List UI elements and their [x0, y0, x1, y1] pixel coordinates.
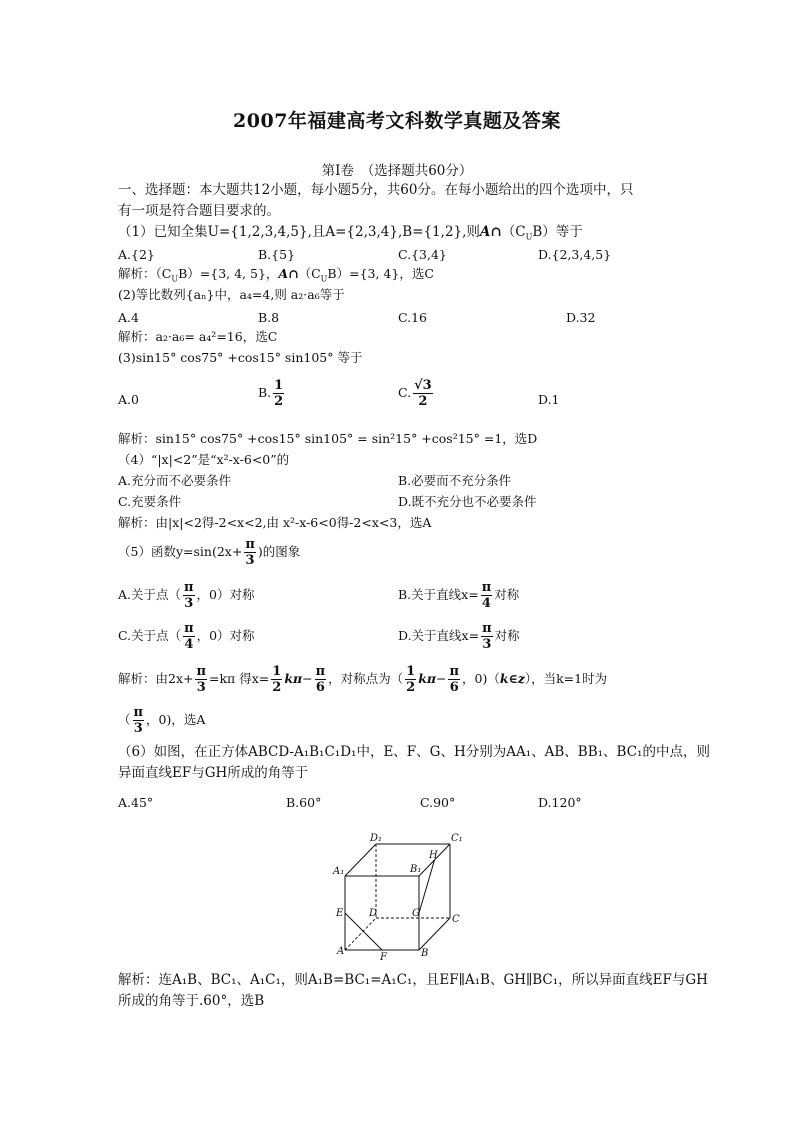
- fraction: [183, 621, 195, 652]
- q6-stem: 异面直线EF与GH所成的角等于: [118, 765, 309, 781]
- k-pi: kπ: [284, 671, 303, 686]
- minus-sign: −: [436, 671, 447, 686]
- denominator: 3: [245, 553, 255, 568]
- intro-line: 有一项是符合题目要求的。: [118, 203, 280, 219]
- denominator: 4: [481, 596, 491, 611]
- fraction: [481, 621, 493, 652]
- edge-ad: [345, 918, 376, 950]
- label-h: H: [429, 850, 438, 861]
- fraction: [413, 378, 433, 409]
- label-a1: A₁: [333, 866, 345, 877]
- q3-option-a: A.0: [118, 392, 139, 407]
- fraction: [271, 664, 282, 695]
- q1-subscript: U: [525, 232, 533, 242]
- numerator: √3: [414, 378, 432, 393]
- edge-bc: [419, 918, 450, 950]
- label-b1: B₁: [410, 864, 422, 875]
- numerator: 1: [272, 664, 282, 679]
- numerator: π: [133, 705, 144, 720]
- label-d: D: [369, 908, 378, 919]
- q5-answer-cont: [118, 705, 205, 736]
- answer-text: ，0)，选A: [146, 712, 206, 727]
- q6-answer: 解析：连A₁B、BC₁、A₁C₁，则A₁B=BC₁=A₁C₁，且EF∥A₁B、GH∥BC₁，所以异面直线EF与GH: [118, 972, 708, 988]
- denominator: 2: [418, 394, 428, 409]
- k-pi: kπ: [418, 671, 436, 686]
- numerator: π: [315, 664, 326, 679]
- denominator: 4: [184, 637, 194, 652]
- answer-text: =kπ 得x=: [209, 671, 270, 686]
- label-d1: D₁: [370, 833, 383, 844]
- q6-stem: （6）如图，在正方体ABCD-A₁B₁C₁D₁中，E、F、G、H分别为AA₁、AB、BB₁、BC₁的中点，则: [118, 744, 710, 760]
- q1-option-a: A.{2}: [118, 247, 155, 262]
- q5-answer: [118, 664, 607, 695]
- q5-option-b: [398, 580, 519, 611]
- q3-option-b: [258, 378, 286, 409]
- label-g: G: [412, 908, 420, 919]
- denominator: 6: [315, 680, 325, 695]
- q1-option-b: B.{5}: [258, 247, 296, 262]
- numerator: π: [482, 621, 492, 636]
- denominator: 3: [184, 596, 194, 611]
- q2-option-a: A.4: [118, 310, 139, 325]
- answer-text: ），当k=1时为: [524, 671, 608, 686]
- q3-option-c: [398, 378, 435, 409]
- fraction: [448, 664, 460, 695]
- answer-text: （: [118, 712, 131, 727]
- denominator: 3: [196, 680, 206, 695]
- option-text: 对称: [494, 587, 520, 602]
- numerator: π: [245, 537, 255, 552]
- q1-subscript: U: [320, 274, 328, 284]
- intro-line: 一、选择题：本大题共12小题，每小题5分，共60分。在每小题给出的四个选项中，只: [118, 182, 634, 198]
- fraction: [481, 580, 493, 611]
- page-title: 2007年福建高考文科数学真题及答案: [233, 110, 561, 132]
- answer-text: ，0)（: [462, 671, 500, 686]
- numerator: 1: [406, 664, 416, 679]
- q3-answer: 解析：sin15° cos75° +cos15° sin105° = sin²15° +cos²15° =1，选D: [118, 431, 538, 446]
- q1-answer-text: （C: [298, 266, 321, 281]
- q1-subscript: U: [171, 274, 179, 284]
- q5-option-c: [118, 621, 255, 652]
- numerator: π: [184, 621, 194, 636]
- numerator: π: [184, 580, 194, 595]
- label-e: E: [336, 908, 344, 919]
- fraction: [405, 664, 416, 695]
- option-text: A.关于点（: [118, 587, 182, 602]
- answer-text: 解析：由2x+: [118, 671, 194, 686]
- label-f: F: [380, 952, 387, 962]
- label-c1: C₁: [451, 833, 463, 844]
- q5-option-a: [118, 580, 254, 611]
- q3-stem: (3)sin15° cos75° +cos15° sin105° 等于: [118, 350, 363, 365]
- q1-intersect-symbol: A∩: [278, 266, 299, 281]
- q1-stem: [118, 224, 583, 246]
- denominator: 6: [449, 680, 459, 695]
- numerator: 1: [274, 378, 284, 393]
- q3-option-c-label: C.: [398, 385, 412, 400]
- numerator: π: [481, 580, 492, 595]
- fraction: [315, 664, 327, 695]
- q6-answer: 所成的角等于.60°，选B: [118, 993, 265, 1009]
- denominator: 3: [482, 637, 492, 652]
- q1-answer-text: B）={3, 4, 5}，: [178, 266, 279, 281]
- q5-stem-text: )的图象: [257, 544, 301, 559]
- q2-answer: 解析：a₂·a₆= a₄²=16，选C: [118, 329, 278, 344]
- q1-option-c: C.{3,4}: [398, 247, 447, 262]
- q4-option-b: B.必要而不充分条件: [398, 473, 512, 488]
- edge-a1d1: [345, 844, 376, 876]
- option-text: ，0）对称: [196, 628, 255, 643]
- answer-text: ，对称点为（: [328, 671, 404, 686]
- denominator: 2: [272, 680, 282, 695]
- q5-option-d: [398, 621, 520, 652]
- q1-stem-text: B）等于: [532, 224, 583, 240]
- option-text: 对称: [494, 628, 520, 643]
- q1-stem-text: （1）已知全集U={1,2,3,4,5},且A={2,3,4},B={1,2},则: [118, 224, 480, 240]
- section-heading: 第Ⅰ卷 （选择题共60分）: [321, 163, 473, 179]
- label-a: A: [337, 946, 345, 957]
- q2-option-c: C.16: [398, 310, 427, 325]
- q1-answer-text: B）={3, 4}，选C: [327, 266, 434, 281]
- fraction: [273, 378, 284, 409]
- k-in-z: k∈z: [499, 671, 525, 686]
- q6-option-a: A.45°: [118, 795, 154, 810]
- option-text: D.关于直线x=: [398, 628, 480, 643]
- fraction: [195, 664, 207, 695]
- denominator: 2: [274, 394, 284, 409]
- q3-option-b-label: B.: [258, 385, 272, 400]
- q1-intersect-symbol: A∩: [479, 224, 502, 240]
- q4-option-c: C.充要条件: [118, 494, 182, 509]
- q4-option-d: D.既不充分也不必要条件: [398, 494, 537, 509]
- q2-option-b: B.8: [258, 310, 280, 325]
- fraction: [133, 705, 145, 736]
- fraction: [244, 537, 256, 568]
- denominator: 2: [406, 680, 416, 695]
- q3-option-d: D.1: [538, 392, 560, 407]
- q1-answer-text: 解析：（C: [118, 266, 172, 281]
- numerator: π: [449, 664, 459, 679]
- numerator: π: [196, 664, 206, 679]
- denominator: 3: [133, 721, 143, 736]
- q1-answer: [118, 266, 434, 288]
- q5-stem: [118, 537, 300, 568]
- minus-sign: −: [302, 671, 313, 686]
- option-text: ，0）对称: [196, 587, 255, 602]
- q2-option-d: D.32: [566, 310, 596, 325]
- q4-stem: （4）“|x|<2”是“x²-x-6<0”的: [118, 452, 290, 467]
- q2-stem: (2)等比数列{aₙ}中，a₄=4,则 a₂·a₆等于: [118, 287, 345, 302]
- option-text: B.关于直线x=: [398, 587, 479, 602]
- q6-option-c: C.90°: [420, 795, 456, 810]
- q1-option-d: D.{2,3,4,5}: [538, 247, 612, 262]
- q5-stem-text: （5）函数y=sin(2x+: [118, 544, 243, 559]
- q6-option-d: D.120°: [538, 795, 582, 810]
- option-text: C.关于点（: [118, 628, 182, 643]
- q6-option-b: B.60°: [286, 795, 322, 810]
- fraction: [183, 580, 195, 611]
- label-b: B: [421, 948, 429, 959]
- q1-stem-text: （C: [501, 224, 526, 240]
- q4-answer: 解析：由|x|<2得-2<x<2,由 x²-x-6<0得-2<x<3，选A: [118, 515, 432, 530]
- cube-figure: [330, 832, 470, 962]
- q4-option-a: A.充分而不必要条件: [118, 473, 232, 488]
- label-c: C: [452, 914, 460, 925]
